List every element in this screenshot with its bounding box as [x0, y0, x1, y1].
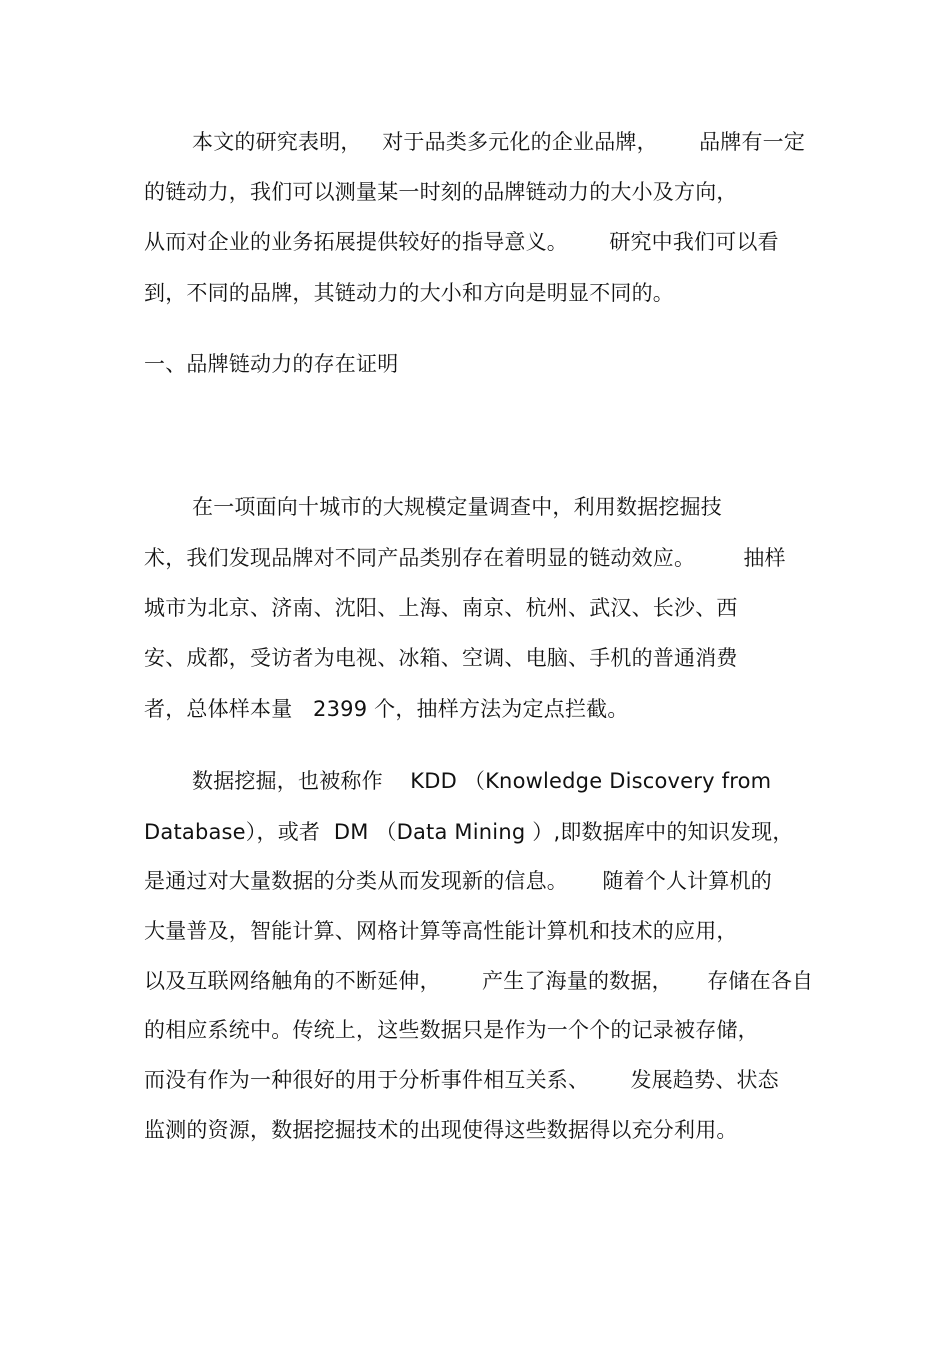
paragraph-2-line-1: 在一项面向十城市的大规模定量调查中，利用数据挖掘技 — [192, 495, 722, 519]
paragraph-1-line-3: 从而对企业的业务拓展提供较好的指导意义。 研究中我们可以看 — [144, 230, 779, 254]
paragraph-3-line-7: 而没有作为一种很好的用于分析事件相互关系、 发展趋势、状态 — [144, 1068, 779, 1092]
paragraph-1-line-1: 本文的研究表明， 对于品类多元化的企业品牌， 品牌有一定 — [192, 130, 806, 154]
paragraph-2-line-3: 城市为北京、济南、沈阳、上海、南京、杭州、武汉、长沙、西 — [144, 596, 738, 620]
paragraph-3-line-8: 监测的资源，数据挖掘技术的出现使得这些数据得以充分利用。 — [144, 1118, 738, 1142]
paragraph-3-line-3: 是通过对大量数据的分类从而发现新的信息。 随着个人计算机的 — [144, 869, 772, 893]
paragraph-2-line-4: 安、成都，受访者为电视、冰箱、空调、电脑、手机的普通消费 — [144, 646, 738, 670]
paragraph-2-line-5: 者，总体样本量 2399 个，抽样方法为定点拦截。 — [144, 697, 629, 721]
paragraph-1-line-2: 的链动力，我们可以测量某一时刻的品牌链动力的大小及方向， — [144, 180, 738, 204]
paragraph-3-line-2: Database），或者 DM （Data Mining ）,即数据库中的知识发现， — [144, 820, 794, 844]
paragraph-3-line-1: 数据挖掘，也被称作 KDD （Knowledge Discovery from — [192, 769, 772, 793]
paragraph-2-line-2: 术，我们发现品牌对不同产品类别存在着明显的链动效应。 抽样 — [144, 546, 786, 570]
paragraph-1-line-4: 到，不同的品牌，其链动力的大小和方向是明显不同的。 — [144, 281, 674, 305]
paragraph-3-line-6: 的相应系统中。传统上，这些数据只是作为一个个的记录被存储， — [144, 1018, 759, 1042]
section-heading: 一、品牌链动力的存在证明 — [144, 352, 399, 376]
paragraph-3-line-5: 以及互联网络触角的不断延伸， 产生了海量的数据， 存储在各自 — [144, 969, 814, 993]
paragraph-3-line-4: 大量普及，智能计算、网格计算等高性能计算机和技术的应用， — [144, 919, 738, 943]
